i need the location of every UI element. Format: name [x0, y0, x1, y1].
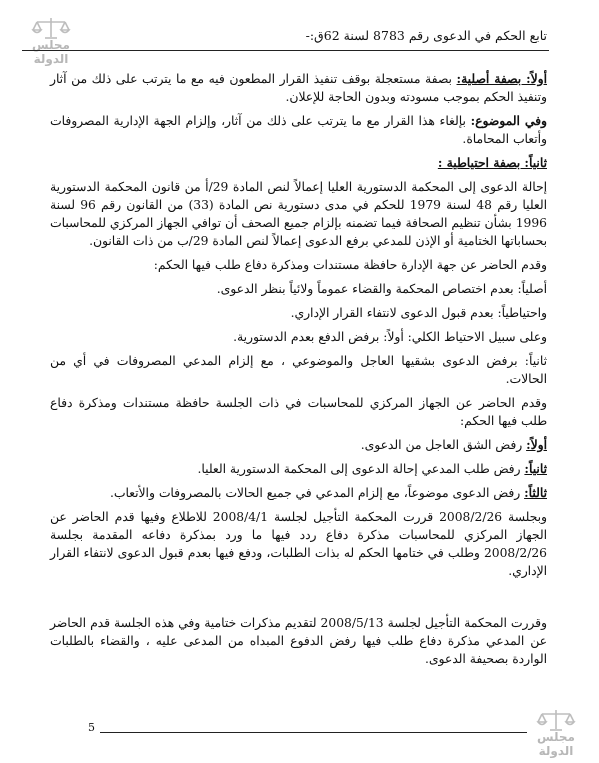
scales-of-justice-icon — [31, 16, 71, 40]
paragraph-primary-request — [50, 70, 547, 106]
text-audit-third: رفض الدعوى موضوعاً، مع إلزام المدعي في جميع الحالات بالمصروفات والأتعاب. — [109, 486, 525, 500]
paragraph-merits — [50, 112, 547, 148]
paragraph-admin-defense: وقدم الحاضر عن جهة الإدارة حافظة مستندات ومذكرة دفاع طلب فيها الحكم: — [153, 258, 547, 272]
header-divider — [22, 50, 549, 51]
paragraph-audit-defense: وقدم الحاضر عن الجهاز المركزي للمحاسبات في ذات الجلسة حافظة مستندات ومذكرة دفاع طلب فيها الحكم: — [50, 396, 547, 428]
logo-text: مجلس الدولة — [32, 38, 70, 66]
paragraph-audit-third — [50, 484, 547, 502]
document-body — [50, 70, 547, 674]
text-primary: بصفة مستعجلة بوقف تنفيذ القرار المطعون فيه مع ما يترتب على ذلك من آثار وتنفيذ الحكم بموجب مسودته وبدون الحاجة للإعلان. — [50, 72, 547, 104]
logo-text: مجلس الدولة — [537, 730, 575, 758]
page-number: 5 — [88, 721, 95, 734]
page-header-title: تابع الحكم في الدعوى رقم 8783 لسنة 62ق:- — [305, 28, 547, 43]
paragraph-audit-second — [50, 460, 547, 478]
council-logo-bottom — [523, 708, 589, 758]
text-audit-first: رفض الشق العاجل من الدعوى. — [360, 438, 527, 452]
paragraph-session-2: وقررت المحكمة التأجيل لجلسة 2008/5/13 لتقديم مذكرات ختامية وفي هذه الجلسة قدم الحاضر عن المدعي مذكرة دفاع طلب فيها رفض الدفوع المبداه من المدعى عليه ، والقضاء بالطلبات الواردة بصحيفة الدعوى. — [50, 616, 547, 666]
text-audit-second: رفض طلب المدعي إحالة الدعوى إلى المحكمة الدستورية العليا. — [197, 462, 525, 476]
council-logo-top — [18, 16, 84, 66]
scales-of-justice-icon — [536, 708, 576, 732]
label-primary: أولاً: بصفة أصلية: — [456, 71, 547, 86]
text-merits: بإلغاء هذا القرار مع ما يترتب على ذلك من آثار، وإلزام الجهة الإدارية المصروفات وأتعاب المحاماة. — [50, 114, 547, 146]
paragraph-admin-second: ثانياً: برفض الدعوى بشقيها العاجل والموضوعي ، مع إلزام المدعي المصروفات في أي من الحالات. — [50, 354, 547, 386]
paragraph-admin-total: وعلى سبيل الاحتياط الكلي: أولاً: برفض الدفع بعدم الدستورية. — [233, 330, 547, 344]
label-audit-second: ثانياً: — [524, 461, 547, 476]
paragraph-admin-primary: أصلياً: بعدم اختصاص المحكمة والقضاء عموماً ولائياً بنظر الدعوى. — [216, 282, 547, 296]
paragraph-session-1: وبجلسة 2008/2/26 قررت المحكمة التأجيل لجلسة 2008/4/1 للاطلاع وفيها قدم الحاضر عن الجهاز المركزي للمحاسبات مذكرة دفاع ردد فيها ما ورد بمذكرة دفاعه المقدمة بجلسة 2008/2/26 وطلب في ختامها الحكم له بذات الطلبات، ودفع فيها بعدم قبول الدعوى لانتفاء القرار الإداري. — [50, 510, 547, 578]
heading-secondary-request: ثانياً: بصفة احتياطية : — [437, 155, 547, 170]
footer-divider — [100, 732, 527, 733]
paragraph-admin-secondary: واحتياطياً: بعدم قبول الدعوى لانتفاء القرار الإداري. — [290, 306, 547, 320]
paragraph-audit-first — [50, 436, 547, 454]
label-merits: وفي الموضوع: — [470, 113, 547, 128]
label-audit-first: أولاً: — [526, 437, 547, 452]
paragraph-gap — [50, 586, 547, 614]
label-audit-third: ثالثاً: — [524, 485, 547, 500]
paragraph-constitutional-referral: إحالة الدعوى إلى المحكمة الدستورية العليا إعمالاً لنص المادة 29/أ من قانون المحكمة الدستورية العليا رقم 48 لسنة 1979 للحكم في مدى دستورية نص المادة (33) من القانون رقم 96 لسنة 1996 بشأن تنظيم الصحافة فيما تضمنه بإلزام جميع الصحف أن توافي الجهاز المركزي للمحاسبات بحساباتها الختامية أو الإذن للمدعي برفع الدعوى إعمالاً لنص المادة 29/ب من ذات القانون. — [50, 180, 547, 248]
